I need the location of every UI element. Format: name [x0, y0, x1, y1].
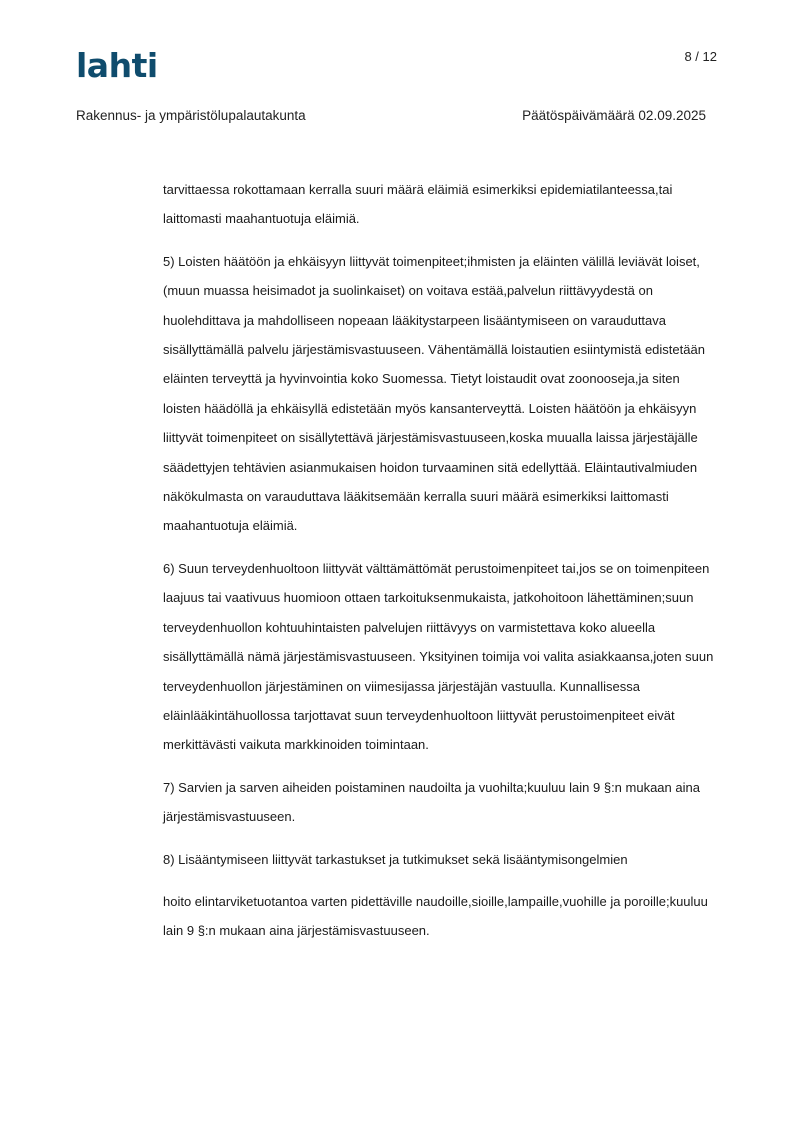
paragraph: 7) Sarvien ja sarven aiheiden poistaminen naudoilta ja vuohilta;kuuluu lain 9 §:n mukaan aina järjestämisvastuuseen.: [163, 779, 700, 825]
document-body: [163, 175, 719, 959]
paragraph: 8) Lisääntymiseen liittyvät tarkastukset ja tutkimukset sekä lisääntymisongelmien: [163, 851, 628, 867]
paragraph: 6) Suun terveydenhuoltoon liittyvät välttämättömät perustoimenpiteet tai,jos se on toimenpiteen laajuus tai vaativuus huomioon ottaen tarkoituksenmukaista, jatkohoitoon lähettäminen;suun terveydenhuollon kohtuuhintaisten palvelujen riittävyys on varmistettava koko alueella sisällyttämällä nämä järjestämisvastuuseen. Yksityinen toimija voi valita asiakkaansa,joten suun terveydenhuollon järjestäminen on viimesijassa järjestäjän vastuulla. Kunnallisessa eläinlääkintähuollossa tarjottavat suun terveydenhuoltoon liittyvät perustoimenpiteet eivät merkittävästi vaikuta markkinoiden toimintaan.: [163, 560, 714, 753]
paragraph: tarvittaessa rokottamaan kerralla suuri määrä eläimiä esimerkiksi epidemiatilanteessa,tai laittomasti maahantuotuja eläimiä.: [163, 182, 673, 227]
lahti-logo: lahti: [76, 46, 158, 85]
decision-date: Päätöspäivämäärä 02.09.2025: [522, 108, 706, 123]
page-number: 8 / 12: [684, 49, 717, 64]
paragraph: hoito elintarviketuotantoa varten pidettäville naudoille,sioille,lampaille,vuohille ja poroille;kuuluu lain 9 §:n mukaan aina järjestämisvastuuseen.: [163, 893, 708, 939]
paragraph: 5) Loisten häätöön ja ehkäisyyn liittyvät toimenpiteet;ihmisten ja eläinten välillä leviävät loiset,(muun muassa heisimadot ja suolinkaiset) on voitava estää,palvelun riittävyydestä on huolehdittava ja mahdolliseen nopeaan lääkitystarpeen lisääntymiseen on varauduttava sisällyttämällä palvelu järjestämisvastuuseen. Vähentämällä loistautien esiintymistä edistetään eläinten terveyttä ja hyvinvointia koko Suomessa. Tietyt loistaudit ovat zoonooseja,ja siten loisten häädöllä ja ehkäisyllä edistetään myös kansanterveyttä. Loisten häätöön ja ehkäisyyn liittyvät toimenpiteet on sisällytettävä järjestämisvastuuseen,koska muualla laissa järjestäjälle säädettyjen tehtävien asianmukaisen hoidon turvaaminen sitä edellyttää. Eläintautivalmiuden näkökulmasta on varauduttava lääkitsemään kerralla suuri määrä esimerkiksi laittomasti maahantuotuja eläimiä.: [163, 253, 705, 534]
committee-name: Rakennus- ja ympäristölupalautakunta: [76, 108, 306, 123]
